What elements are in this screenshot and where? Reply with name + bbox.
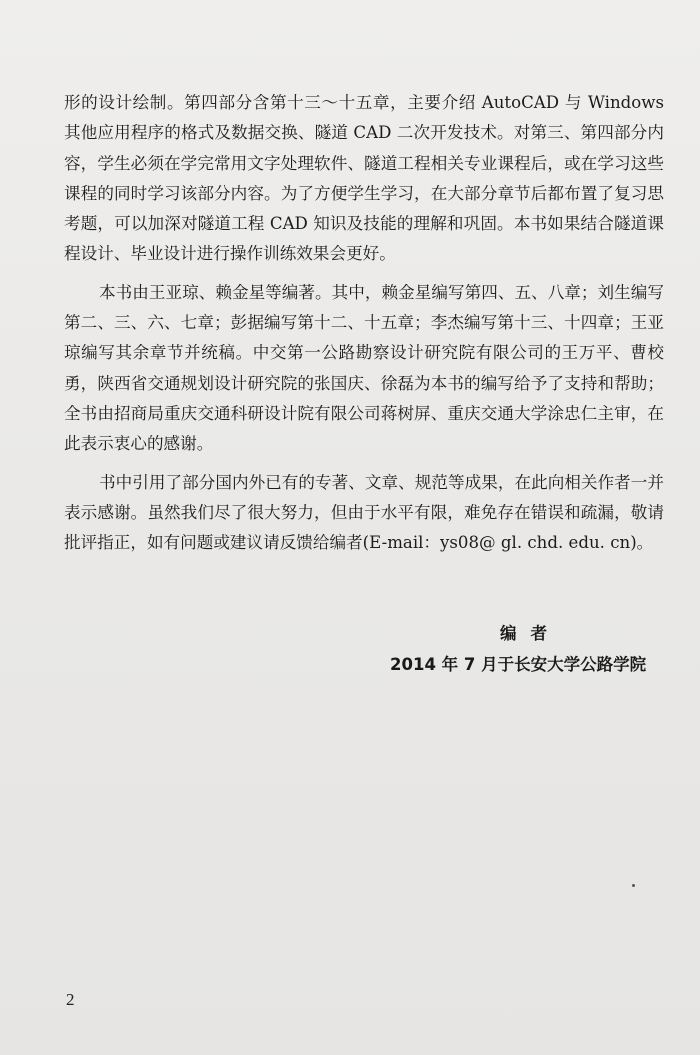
- paragraph-1: 形的设计绘制。第四部分含第十三～十五章，主要介绍 AutoCAD 与 Windows 其他应用程序的格式及数据交换、隧道 CAD 二次开发技术。对第三、第四部分内容，学生必须在学完常用文字处理软件、隧道工程相关专业课程后，或在学习这些课程的同时学习该部分内容。为了方便学生学习，在大部分章节后都布置了复习思考题，可以加深对隧道工程 CAD 知识及技能的理解和巩固。本书如果结合隧道课程设计、毕业设计进行操作训练效果会更好。: [64, 93, 664, 264]
- paragraph-2: 本书由王亚琼、赖金星等编著。其中，赖金星编写第四、五、八章；刘生编写第二、三、六、七章；彭据编写第十二、十五章；李杰编写第十三、十四章；王亚琼编写其余章节并统稿。中交第一公路勘察设计研究院有限公司的王万平、曹校勇，陕西省交通规划设计研究院的张国庆、徐磊为本书的编写给予了支持和帮助；全书由招商局重庆交通科研设计院有限公司蒋树屏、重庆交通大学涂忠仁主审，在此表示衷心的感谢。: [64, 282, 664, 454]
- date-place-line: 2014 年 7 月于长安大学公路学院: [390, 655, 647, 674]
- editor-signature: 编者: [500, 624, 561, 643]
- page-number: 2: [66, 990, 75, 1009]
- preface-text: [64, 88, 664, 558]
- paragraph-3: 书中引用了部分国内外已有的专著、文章、规范等成果，在此向相关作者一并表示感谢。虽然我们尽了很大努力，但由于水平有限，难免存在错误和疏漏，敬请批评指正，如有问题或建议请反馈给编者(E-mail：ys08@ gl. chd. edu. cn)。: [64, 472, 664, 553]
- ink-speck: [632, 884, 635, 887]
